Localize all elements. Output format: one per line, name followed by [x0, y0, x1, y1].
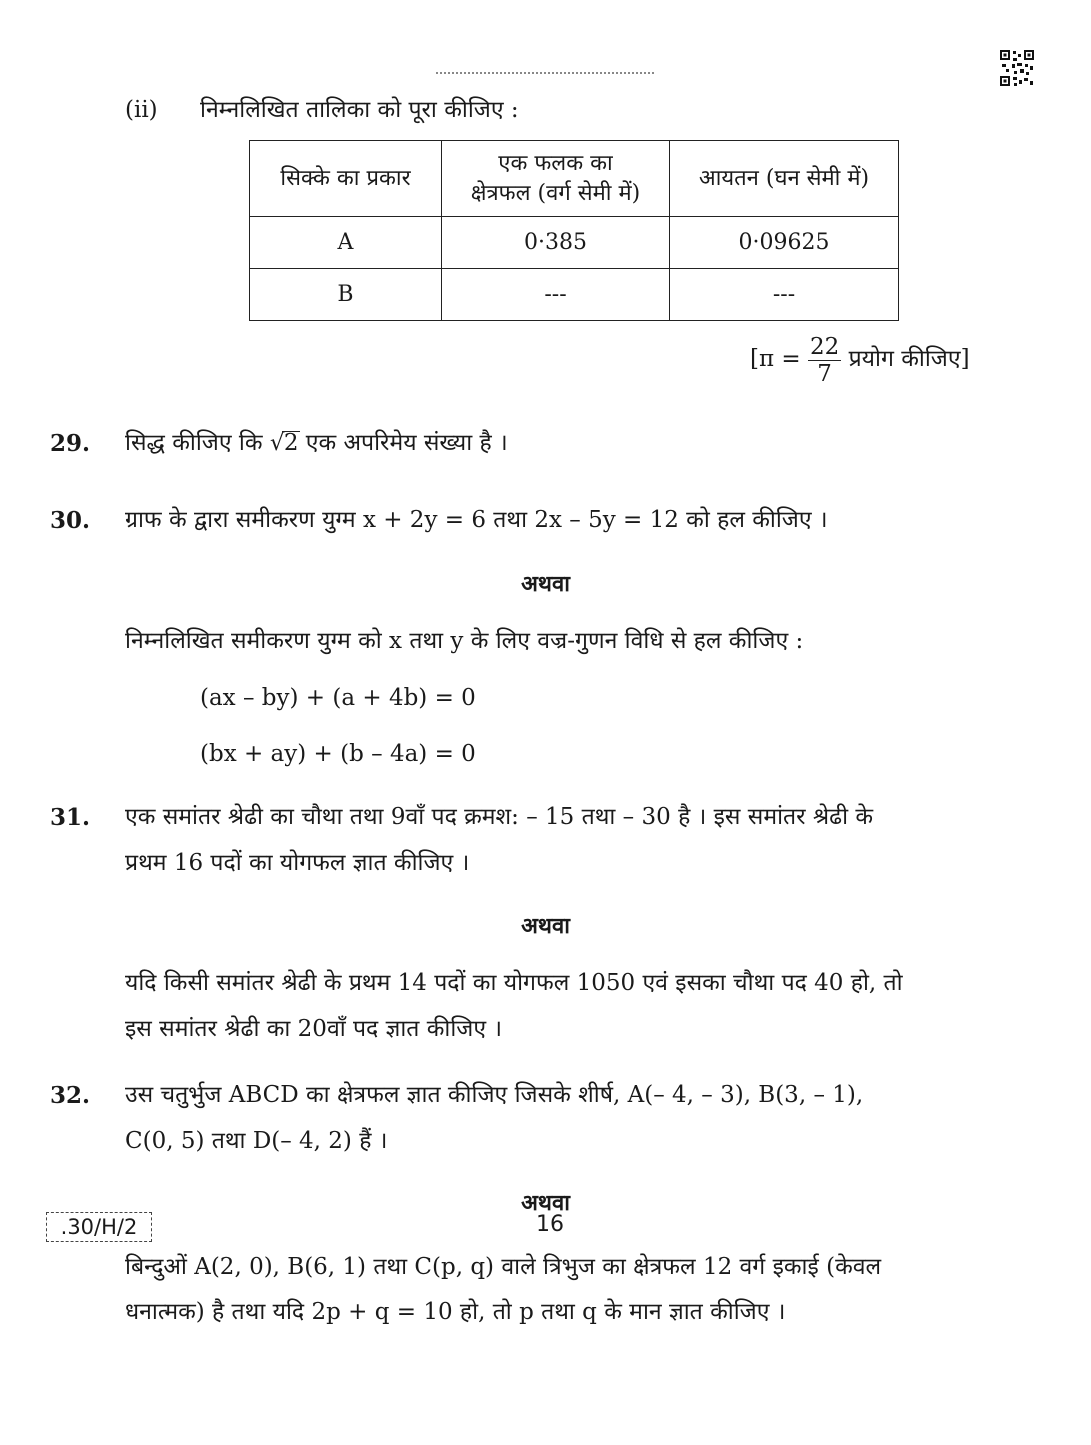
q31-number: 31.: [50, 804, 91, 831]
q30-or-label: अथवा: [521, 571, 570, 597]
pi-numerator: 22: [809, 333, 840, 360]
q32-line2: C(0, 5) तथा D(– 4, 2) हैं ।: [125, 1128, 388, 1154]
row-b-type: B: [250, 269, 442, 321]
row-b-volume: ---: [670, 269, 899, 321]
q31-or-label: अथवा: [521, 913, 570, 939]
row-a-area: 0·385: [442, 217, 670, 269]
table-row: [250, 217, 899, 269]
pi-note-suffix: प्रयोग कीजिए]: [848, 346, 970, 372]
q31-alt-line1: यदि किसी समांतर श्रेढी के प्रथम 14 पदों का योगफल 1050 एवं इसका चौथा पद 40 हो, तो: [125, 970, 903, 996]
table-row: [250, 269, 899, 321]
q29-radicand: 2: [283, 430, 299, 456]
q32-alt-line2: धनात्मक) है तथा यदि 2p + q = 10 हो, तो p तथा q के मान ज्ञात कीजिए ।: [125, 1299, 786, 1325]
pi-note-prefix: [π =: [750, 346, 801, 372]
pi-note: [750, 330, 970, 388]
paper-code-box: .30/H/2: [46, 1212, 152, 1242]
part-label: (ii): [125, 97, 158, 123]
header-face-area-line1: एक फलक का: [498, 150, 613, 176]
q29-before: सिद्ध कीजिए कि: [125, 430, 263, 456]
page-number: 16: [536, 1212, 564, 1237]
q29-text: [125, 428, 508, 458]
qr-code-icon: [1000, 50, 1034, 86]
q30-alt-text: निम्नलिखित समीकरण युग्म को x तथा y के लिए वज्र-गुणन विधि से हल कीजिए :: [125, 628, 804, 654]
q32-number: 32.: [50, 1082, 91, 1109]
q31-line2: प्रथम 16 पदों का योगफल ज्ञात कीजिए ।: [125, 850, 470, 876]
q29-number: 29.: [50, 430, 91, 457]
row-a-volume: 0·09625: [670, 217, 899, 269]
q30-text: ग्राफ के द्वारा समीकरण युग्म x + 2y = 6 तथा 2x – 5y = 12 को हल कीजिए ।: [125, 507, 828, 533]
coin-table: [249, 140, 899, 321]
row-a-type: A: [250, 217, 442, 269]
header-microtext-line: [436, 72, 656, 74]
header-volume: आयतन (घन सेमी में): [670, 141, 899, 217]
sqrt-symbol: √ 2: [269, 430, 299, 456]
q29-after: एक अपरिमेय संख्या है ।: [305, 430, 508, 456]
q30-number: 30.: [50, 507, 91, 534]
header-face-area: [442, 141, 670, 217]
q32-alt-line1: बिन्दुओं A(2, 0), B(6, 1) तथा C(p, q) वाले त्रिभुज का क्षेत्रफल 12 वर्ग इकाई (केवल: [125, 1254, 882, 1280]
pi-fraction: [808, 334, 841, 387]
part-instruction: निम्नलिखित तालिका को पूरा कीजिए :: [200, 97, 519, 123]
q30-eq1: (ax – by) + (a + 4b) = 0: [200, 685, 476, 711]
q31-line1: एक समांतर श्रेढी का चौथा तथा 9वाँ पद क्रमश: – 15 तथा – 30 है । इस समांतर श्रेढी के: [125, 804, 874, 830]
row-b-area: ---: [442, 269, 670, 321]
q32-line1: उस चतुर्भुज ABCD का क्षेत्रफल ज्ञात कीजिए जिसके शीर्ष, A(– 4, – 3), B(3, – 1),: [125, 1082, 864, 1108]
q32-or-label: अथवा: [521, 1190, 570, 1216]
header-face-area-line2: क्षेत्रफल (वर्ग सेमी में): [470, 180, 641, 206]
q31-alt-line2: इस समांतर श्रेढी का 20वाँ पद ज्ञात कीजिए ।: [125, 1016, 503, 1042]
header-coin-type: सिक्के का प्रकार: [250, 141, 442, 217]
pi-denominator: 7: [817, 360, 832, 387]
q30-eq2: (bx + ay) + (b – 4a) = 0: [200, 741, 476, 767]
